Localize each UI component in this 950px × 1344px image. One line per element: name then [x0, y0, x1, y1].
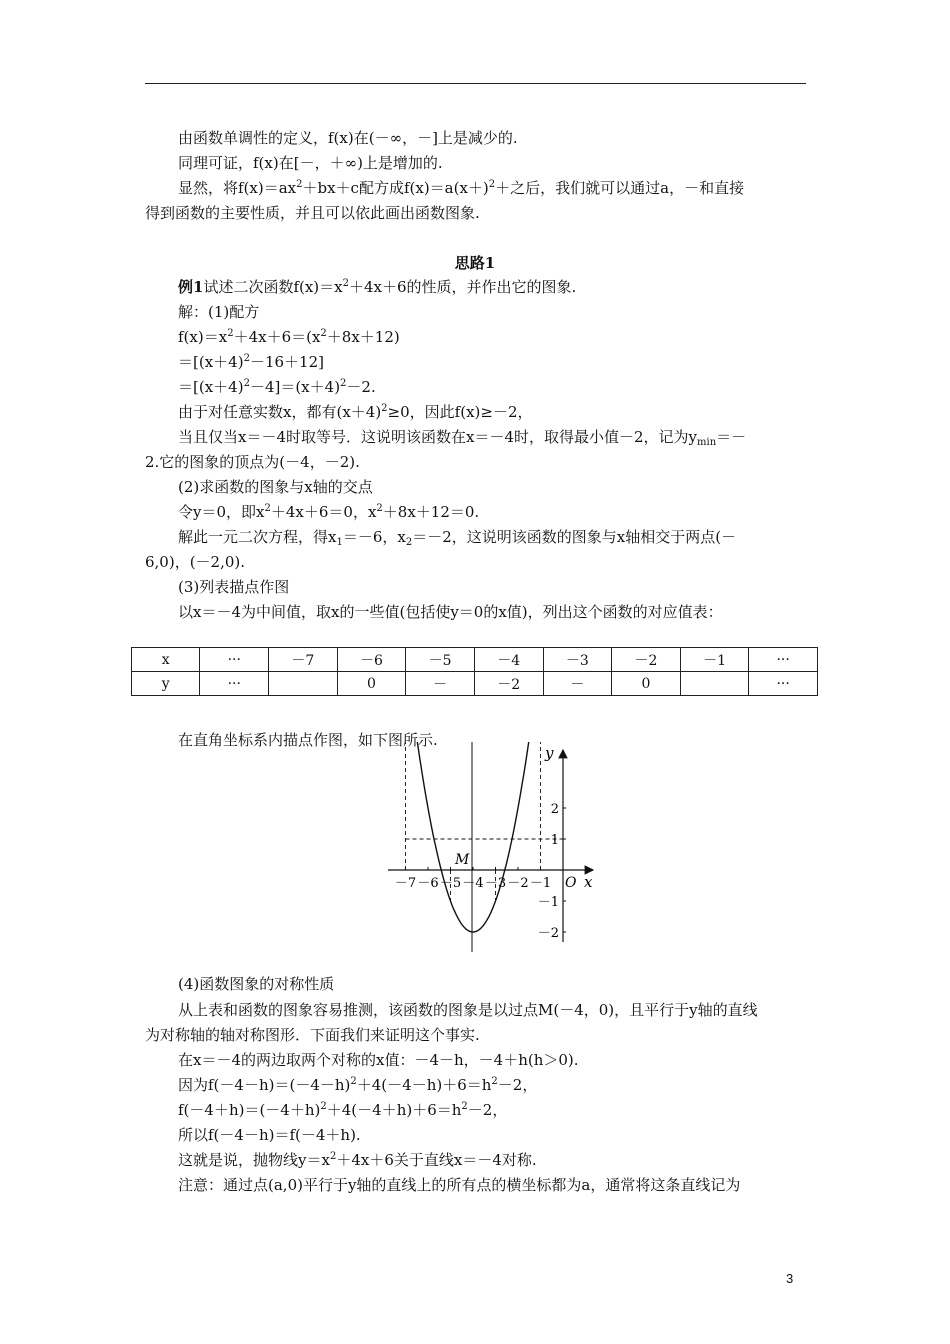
- y-axis-label: y: [545, 744, 554, 762]
- value-table: [131, 647, 818, 696]
- solution-step-12: (3)列表描点作图: [178, 578, 290, 596]
- parabola-curve: [404, 742, 537, 932]
- table-cell: －3: [543, 648, 612, 672]
- y-tick-label: －2: [537, 926, 559, 941]
- graph-caption: 在直角坐标系内描点作图，如下图所示.: [178, 731, 438, 749]
- intro-line-4: 得到函数的主要性质，并且可以依此画出函数图象.: [145, 204, 480, 222]
- sym-line-6: $f(-4+h)=(-4+h)^2+4(-4+h)+6=h^2-2$，: [178, 1101, 508, 1119]
- sym-line-2: 从上表和函数的图象容易推测，该函数的图象是以过点M(－4，0)，且平行于y轴的直线: [178, 1001, 758, 1019]
- table-cell: ···: [200, 672, 269, 696]
- solution-step-1: 解：(1)配方: [178, 303, 260, 321]
- y-tick-label: 1: [550, 833, 559, 848]
- example-statement: 例1试述二次函数$f(x)=x^2+4x+6$的性质，并作出它的图象.: [178, 278, 577, 296]
- table-cell: y: [132, 672, 200, 696]
- solution-step-3: $=[(x+4)^2-16+12]$: [178, 353, 324, 371]
- table-cell: －6: [337, 648, 406, 672]
- table-cell: －4: [474, 648, 543, 672]
- sym-line-8: 这就是说，抛物线$y=x^2+4x+6$关于直线x＝－4对称.: [178, 1151, 537, 1169]
- x-axis-label: x: [584, 873, 593, 891]
- solution-step-7: 2.它的图象的顶点为(－4，－2).: [145, 453, 360, 471]
- table-cell: [680, 672, 749, 696]
- table-cell: ···: [749, 648, 818, 672]
- parabola-graph: [380, 742, 610, 957]
- sym-line-7: 所以f(－4－h)＝f(－4＋h).: [178, 1126, 361, 1144]
- solution-step-2: $f(x)=x^2+4x+6=(x^2+8x+12)$: [178, 328, 400, 346]
- x-tick-label: －6: [417, 876, 439, 891]
- x-tick-label: －4: [462, 876, 484, 891]
- table-cell: －7: [269, 648, 338, 672]
- table-cell: －1: [680, 648, 749, 672]
- table-cell: －2: [474, 672, 543, 696]
- table-row: [132, 672, 818, 696]
- example-label: 例1: [178, 278, 204, 296]
- table-cell: x: [132, 648, 200, 672]
- vertex-label: M: [455, 852, 470, 868]
- x-tick-label: －7: [394, 876, 417, 891]
- sym-line-3: 为对称轴的轴对称图形．下面我们来证明这个事实.: [145, 1026, 480, 1044]
- table-cell: －: [543, 672, 612, 696]
- page-number: 3: [786, 1271, 794, 1286]
- axis-ticks: [395, 802, 566, 941]
- solution-step-5: 由于对任意实数x，都有$(x+4)^2\ge 0$，因此f(x)≥－2，: [178, 403, 533, 421]
- section-title: 思路1: [454, 254, 496, 272]
- sym-title: (4)函数图象的对称性质: [178, 975, 335, 993]
- table-row: [132, 648, 818, 672]
- y-tick-label: 2: [550, 802, 559, 817]
- table-cell: ···: [749, 672, 818, 696]
- table-cell: 0: [612, 672, 681, 696]
- sym-line-4: 在x＝－4的两边取两个对称的x值：－4－h，－4＋h(h＞0).: [178, 1051, 579, 1069]
- x-tick-label: －1: [529, 876, 552, 891]
- table-cell: －2: [612, 648, 681, 672]
- solution-step-10: 解此一元二次方程，得$x_1=-6$，$x_2=-2$，这说明该函数的图象与x轴相交于两点(－: [178, 528, 737, 548]
- x-tick-label: －3: [484, 876, 507, 891]
- solution-step-9: 令y＝0，即$x^2+4x+6=0$，$x^2+8x+12=0$.: [178, 503, 480, 521]
- intro-line-1: 由函数单调性的定义，f(x)在(－∞，－]上是减少的.: [178, 129, 518, 147]
- solution-step-11: 6,0)，(－2,0).: [145, 553, 246, 571]
- solution-step-13: 以x＝－4为中间值，取x的一些值(包括使y＝0的x值)，列出这个函数的对应值表：: [178, 603, 723, 621]
- table-cell: －5: [406, 648, 475, 672]
- table-cell: 0: [337, 672, 406, 696]
- x-tick-label: －2: [507, 876, 529, 891]
- solution-step-8: (2)求函数的图象与x轴的交点: [178, 478, 373, 496]
- solution-step-4: $=[(x+4)^2-4]=(x+4)^2-2$.: [178, 378, 376, 396]
- table-cell: ···: [200, 648, 269, 672]
- intro-line-2: 同理可证，f(x)在[－，＋∞)上是增加的.: [178, 154, 443, 172]
- origin-label: O: [565, 875, 577, 891]
- header-rule: [145, 83, 806, 84]
- x-tick-label: －5: [439, 876, 462, 891]
- solution-step-6: 当且仅当x＝－4时取等号．这说明该函数在x＝－4时，取得最小值－2，记为$y_{min}=-$: [178, 428, 747, 448]
- table-cell: －: [406, 672, 475, 696]
- intro-line-3: 显然，将$f(x)=ax^2+bx+c$配方成$f(x)=a(x+)^2+$之后，我们就可以通过a，－和直接: [178, 179, 745, 197]
- sym-line-9: 注意：通过点(a,0)平行于y轴的直线上的所有点的横坐标都为a，通常将这条直线记为: [178, 1176, 741, 1194]
- table-cell: [269, 672, 338, 696]
- sym-line-5: 因为$f(-4-h)=(-4-h)^2+4(-4-h)+6=h^2-2$，: [178, 1076, 538, 1094]
- y-tick-label: －1: [537, 895, 559, 910]
